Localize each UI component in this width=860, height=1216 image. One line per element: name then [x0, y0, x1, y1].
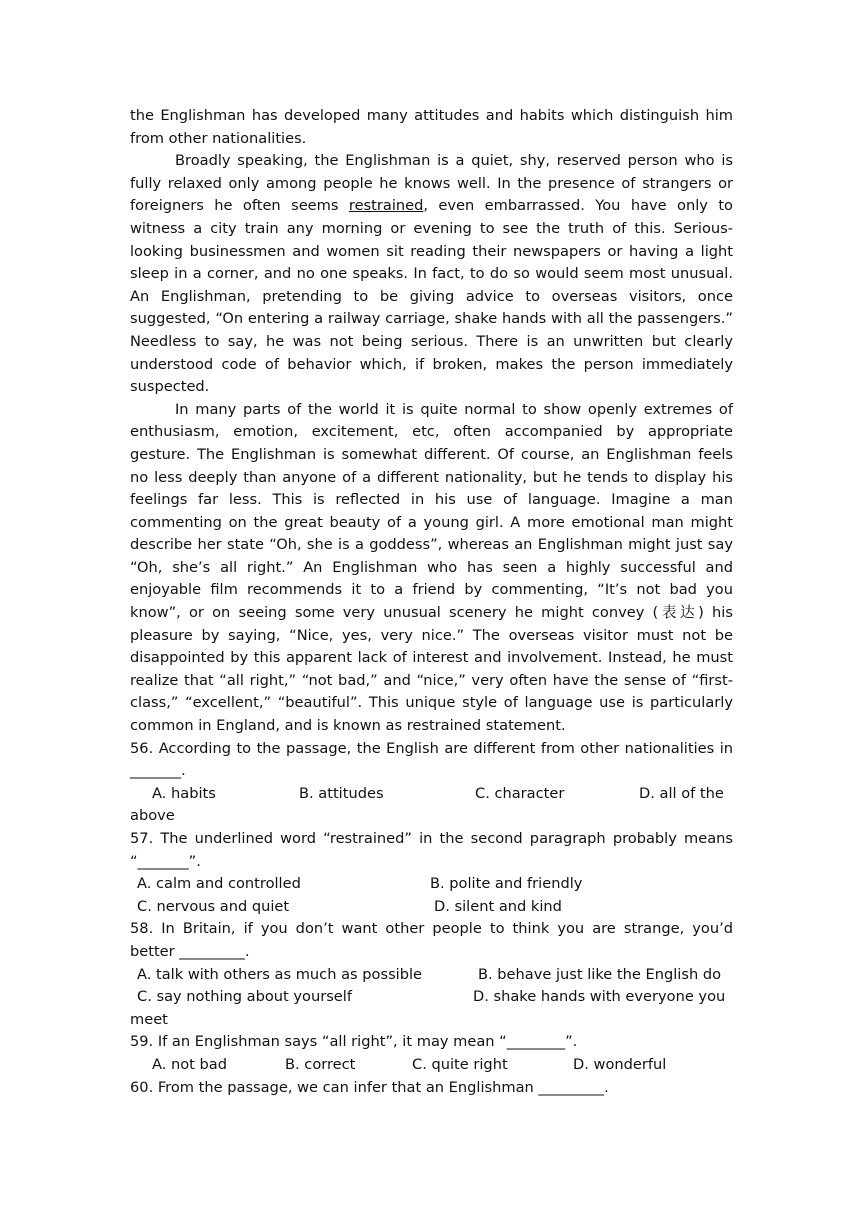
q56-option-b: B. attitudes — [299, 784, 384, 802]
question-57-stem: 57. The underlined word “restrained” in the second paragraph probably means “_______”. — [130, 830, 733, 870]
q57-option-c: C. nervous and quiet — [137, 897, 290, 915]
q59-option-d: D. wonderful — [573, 1055, 667, 1073]
question-59-stem: 59. If an Englishman says “all right”, it may mean “________”. — [130, 1033, 578, 1051]
question-58-options-row-1 — [130, 964, 733, 987]
q56-option-d: D. all of the — [639, 784, 724, 802]
question-59-options — [130, 1054, 733, 1077]
question-56-stem: 56. According to the passage, the English are different from other nationalities in _______. — [130, 739, 733, 780]
question-57-options-row-2 — [130, 896, 733, 919]
question-58-stem: 58. In Britain, if you don’t want other people to think you are strange, you’d better _________. — [130, 920, 733, 960]
q56-option-a: A. habits — [152, 784, 216, 802]
paragraph-3-text-a: In many parts of the world it is quite normal to show openly extremes of enthusiasm, emotion, excitement, etc, often accompanied by appropriate gesture. The Englishman is somewhat different. Of course, an Englishman feels no less deeply than anyone of a different nationality, but he tends to display his feelings far less. This is reflected in his use of language. Imagine a man commenting on the great beauty of a young girl. A more emotional man might describe her state “Oh, she is a goddess”, whereas an Englishman might just say “Oh, she’s all right.” An Englishman who has seen a highly successful and enjoyable film recommends it to a friend by commenting, “It’s not bad you know”, or on seeing some very unusual scenery he might convey ( — [130, 400, 733, 622]
q57-option-a: A. calm and controlled — [137, 875, 301, 893]
q56-option-c: C. character — [475, 784, 565, 802]
question-60-stem: 60. From the passage, we can infer that an Englishman _________. — [130, 1078, 609, 1096]
q58-option-d-wrap: meet — [130, 1010, 168, 1028]
question-56-options — [130, 783, 733, 806]
q58-option-c: C. say nothing about yourself — [137, 988, 352, 1006]
question-57-options-row-1 — [130, 873, 733, 896]
question-58-options-row-2 — [130, 986, 733, 1009]
q58-option-b: B. behave just like the English do — [478, 965, 722, 983]
paragraph-2 — [130, 150, 733, 399]
q58-option-a: A. talk with others as much as possible — [137, 965, 423, 983]
paragraph-1: the Englishman has developed many attitudes and habits which distinguish him from other nationalities. — [130, 107, 733, 147]
q59-option-a: A. not bad — [152, 1055, 228, 1073]
q59-option-c: C. quite right — [412, 1055, 508, 1073]
chinese-gloss: 表达 — [658, 604, 699, 622]
q59-option-b: B. correct — [285, 1055, 356, 1073]
q57-option-b: B. polite and friendly — [430, 875, 583, 893]
paragraph-2-text-b: , even embarrassed. You have only to witness a city train any morning or evening to see the truth of this. Serious-looking businessmen and women sit reading their newspapers or having a light sleep in a corner, and no one speaks. In fact, to do so would seem most unusual. An Englishman, pretending to be giving advice to overseas visitors, once suggested, “On entering a railway carriage, shake hands with all the passengers.” Needless to say, he was not being serious. There is an unwritten but clearly understood code of behavior which, if broken, makes the person immediately suspected. — [130, 197, 733, 396]
underlined-word-restrained: restrained — [348, 197, 424, 215]
paragraph-2-text-a: Broadly speaking, the Englishman is a quiet, shy, reserved person who is fully relaxed only among people he knows well. In the presence of strangers or foreigners he often seems — [130, 152, 733, 215]
document-page — [130, 105, 733, 1099]
q57-option-d: D. silent and kind — [434, 897, 562, 915]
paragraph-3-text-b: ) his pleasure by saying, “Nice, yes, very nice.” The overseas visitor must not be disappointed by this apparent lack of interest and involvement. Instead, he must realize that “all right,” “not bad,” and “nice,” very often have the sense of “first-class,” “excellent,” “beautiful”. This unique style of language use is particularly common in England, and is known as restrained statement. — [130, 604, 733, 735]
q58-option-d: D. shake hands with everyone you — [473, 988, 726, 1006]
paragraph-3 — [130, 399, 733, 738]
q56-option-d-wrap: above — [130, 807, 175, 825]
